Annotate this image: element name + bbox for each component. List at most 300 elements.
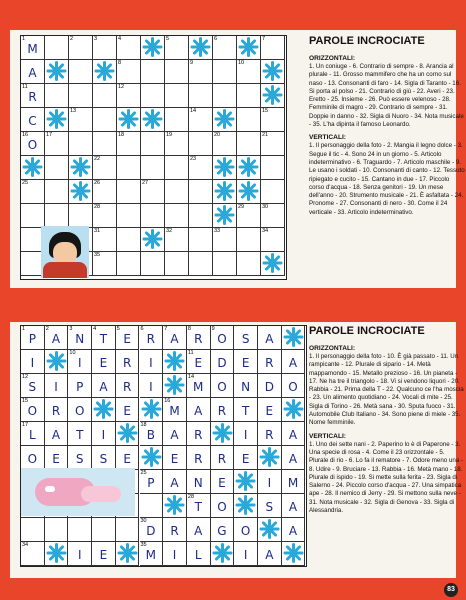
grid-cell[interactable] [141, 252, 165, 276]
grid-cell[interactable] [189, 252, 213, 276]
grid-cell[interactable] [282, 350, 306, 374]
grid-cell[interactable] [92, 374, 116, 398]
black-cell [213, 180, 237, 204]
cell-number: 10 [69, 350, 76, 356]
grid-cell[interactable] [21, 398, 45, 422]
black-cell [69, 156, 93, 180]
grid-cell[interactable] [93, 252, 117, 276]
grid-cell[interactable] [189, 132, 213, 156]
grid-cell[interactable] [258, 374, 282, 398]
grid-cell[interactable] [45, 326, 69, 350]
grid-cell[interactable] [258, 422, 282, 446]
grid-cell[interactable] [187, 494, 211, 518]
black-cell [213, 204, 237, 228]
cell-answer: S [99, 452, 108, 466]
cell-answer: E [194, 356, 203, 370]
cell-number: 17 [22, 422, 29, 428]
grid-cell[interactable] [117, 252, 141, 276]
grid-cell[interactable] [93, 108, 117, 132]
black-cell [45, 350, 69, 374]
grid-cell[interactable] [92, 518, 116, 542]
star-icon [164, 351, 185, 371]
cell-number: 10 [238, 60, 245, 66]
cell-answer: O [27, 452, 38, 466]
grid-cell[interactable] [187, 422, 211, 446]
grid-cell[interactable] [21, 518, 45, 542]
grid-cell[interactable] [21, 204, 45, 228]
grid-cell[interactable] [45, 446, 69, 470]
cell-number: 3 [94, 36, 98, 42]
cell-number: 33 [214, 228, 221, 234]
grid-cell[interactable] [68, 446, 92, 470]
cell-answer: A [194, 524, 203, 538]
grid-cell[interactable] [211, 518, 235, 542]
cell-answer: R [194, 452, 203, 466]
black-cell [237, 156, 261, 180]
grid-cell[interactable] [211, 398, 235, 422]
horizontal-clues: 1. Il personaggio della foto - 10. È già passato - 11. Un rampicante - 12. Plurale di sipario - 14. Metà mappamondo - 15. Metallo prezioso - 16. Un pianeta - 17. Ne ha tre il triangolo - 18. Vi si vendono liquori - 20. Rabbia - 21. Prima della T - 22. Qualcuno ce l'ha moscia - 23. Un alimento quotidiano - 24. Vocali di mite - 25. Sigla di Torino - 26. Metà sana - 30. Sputa fuoco - 31. Automobile Club Italiano - 34. Sono piene di miele - 35. Nome femminile. [309, 353, 464, 427]
grid-cell[interactable] [261, 132, 285, 156]
black-cell [116, 542, 140, 566]
grid-cell[interactable] [213, 60, 237, 84]
cell-answer: C [28, 114, 37, 128]
grid-cell[interactable] [140, 470, 164, 494]
grid-cell[interactable] [282, 422, 306, 446]
cell-answer: M [193, 380, 204, 394]
cell-number: 25 [140, 470, 147, 476]
grid-cell[interactable] [92, 422, 116, 446]
puzzle-panel-bottom [10, 322, 464, 578]
cell-number: 1 [22, 36, 26, 42]
grid-cell[interactable] [163, 446, 187, 470]
vertical-heading: VERTICALI: [309, 134, 346, 142]
grid-cell[interactable] [93, 36, 117, 60]
grid-cell[interactable] [45, 398, 69, 422]
star-icon [117, 543, 138, 563]
grid-cell[interactable] [45, 422, 69, 446]
grid-cell[interactable] [189, 204, 213, 228]
grid-cell[interactable] [165, 84, 189, 108]
grid-cell[interactable] [69, 132, 93, 156]
cell-number: 4 [118, 36, 122, 42]
grid-cell[interactable] [92, 350, 116, 374]
grid-cell[interactable] [141, 204, 165, 228]
vertical-clues: 1. Uno dei sette nani - 2. Paperino lo è di Paperone - 3. Una specie di rosa - 4. Come il 23 orizzontale - 5. Plurale di rio - 6. Lo fa il rematore - 7. Odore meno una - 8. Udire - 9. Bruciare - 13. Rabbia - 16. Metà mano - 18. Plurale di ispido - 19. Si mette sulla ferita - 23. Sigla di Salerno - 24. Piccolo corso d'acqua - 27. Una simpatica ape - 28. Il nemico di Jerry - 29. Si mettono sulla neve - 31. Nota musicale - 32. Sigla di Genova - 33. Sigla di Alessandria. [309, 440, 464, 515]
star-icon [235, 471, 256, 491]
cell-answer: O [75, 404, 85, 418]
grid-cell[interactable] [163, 326, 187, 350]
grid-cell[interactable] [69, 108, 93, 132]
cell-answer: M [27, 42, 38, 56]
star-icon [262, 253, 283, 273]
grid-cell[interactable] [45, 36, 69, 60]
cell-answer: O [240, 524, 251, 538]
grid-cell[interactable] [93, 132, 117, 156]
grid-cell[interactable] [261, 228, 285, 252]
cell-answer: E [218, 476, 226, 490]
clues-top [309, 35, 465, 222]
cell-number: 12 [22, 374, 29, 380]
cell-number: 7 [262, 36, 266, 42]
grid-cell[interactable] [258, 494, 282, 518]
grid-cell[interactable] [165, 132, 189, 156]
star-icon [94, 61, 115, 81]
grid-cell[interactable] [237, 252, 261, 276]
cell-answer: L [29, 428, 36, 442]
cell-answer: E [52, 452, 60, 466]
grid-cell[interactable] [92, 542, 116, 566]
cell-answer: R [122, 380, 132, 394]
cell-number: 7 [164, 326, 168, 332]
grid-cell[interactable] [21, 180, 45, 204]
grid-cell[interactable] [163, 470, 187, 494]
cell-number: 5 [166, 36, 170, 42]
grid-cell[interactable] [234, 350, 258, 374]
black-cell [93, 60, 117, 84]
star-icon [142, 37, 163, 57]
grid-cell[interactable] [237, 84, 261, 108]
grid-cell[interactable] [68, 398, 92, 422]
grid-cell[interactable] [21, 84, 45, 108]
star-icon [141, 399, 162, 419]
cell-number: 34 [262, 228, 269, 234]
grid-cell[interactable] [117, 36, 141, 60]
grid-cell[interactable] [261, 108, 285, 132]
grid-cell[interactable] [163, 542, 187, 566]
grid-cell[interactable] [68, 350, 92, 374]
grid-cell[interactable] [21, 542, 45, 566]
grid-cell[interactable] [163, 518, 187, 542]
grid-cell[interactable] [45, 204, 69, 228]
grid-cell[interactable] [187, 446, 211, 470]
grid-cell[interactable] [117, 60, 141, 84]
cell-answer: R [194, 428, 203, 442]
grid-cell[interactable] [258, 350, 282, 374]
black-cell [141, 228, 165, 252]
cell-answer: R [170, 524, 179, 538]
cell-number: 18 [118, 132, 125, 138]
grid-cell[interactable] [237, 108, 261, 132]
cell-answer: G [217, 524, 227, 538]
black-cell [282, 542, 306, 566]
grid-cell[interactable] [141, 180, 165, 204]
black-cell [261, 84, 285, 108]
grid-cell[interactable] [211, 446, 235, 470]
grid-cell[interactable] [93, 156, 117, 180]
cell-answer: A [170, 428, 179, 442]
black-cell [45, 60, 69, 84]
grid-cell[interactable] [211, 374, 235, 398]
grid-cell[interactable] [234, 446, 258, 470]
grid-cell[interactable] [140, 422, 164, 446]
cell-answer: I [172, 548, 177, 562]
grid-cell[interactable] [92, 326, 116, 350]
grid-cell[interactable] [68, 374, 92, 398]
grid-cell[interactable] [258, 542, 282, 566]
black-cell [237, 36, 261, 60]
cell-answer: A [288, 524, 298, 538]
cell-answer: A [265, 548, 274, 562]
grid-cell[interactable] [211, 494, 235, 518]
grid-cell[interactable] [187, 542, 211, 566]
cell-answer: A [170, 476, 179, 490]
grid-cell[interactable] [69, 204, 93, 228]
grid-cell[interactable] [165, 228, 189, 252]
grid-cell[interactable] [68, 326, 92, 350]
grid-cell[interactable] [261, 36, 285, 60]
grid-cell[interactable] [187, 374, 211, 398]
grid-cell[interactable] [21, 446, 45, 470]
grid-cell[interactable] [141, 60, 165, 84]
grid-cell[interactable] [211, 350, 235, 374]
black-cell [163, 494, 187, 518]
grid-cell[interactable] [258, 326, 282, 350]
grid-cell[interactable] [93, 180, 117, 204]
grid-cell[interactable] [211, 326, 235, 350]
grid-cell[interactable] [187, 518, 211, 542]
cell-answer: A [51, 332, 61, 346]
grid-cell[interactable] [117, 180, 141, 204]
cell-answer: R [217, 404, 227, 418]
grid-cell[interactable] [117, 84, 141, 108]
grid-cell[interactable] [237, 228, 261, 252]
grid-cell[interactable] [213, 84, 237, 108]
cell-answer: M [287, 476, 299, 490]
grid-cell[interactable] [141, 156, 165, 180]
grid-cell[interactable] [258, 470, 282, 494]
grid-cell[interactable] [213, 132, 237, 156]
grid-cell[interactable] [237, 204, 261, 228]
grid-cell[interactable] [141, 132, 165, 156]
grid-cell[interactable] [21, 108, 45, 132]
cell-number: 15 [22, 398, 29, 404]
black-cell [45, 108, 69, 132]
grid-cell[interactable] [140, 518, 164, 542]
grid-cell[interactable] [234, 398, 258, 422]
grid-cell[interactable] [140, 350, 164, 374]
grid-cell[interactable] [187, 350, 211, 374]
cell-answer: N [75, 332, 85, 346]
cell-answer: E [241, 356, 250, 370]
grid-cell[interactable] [165, 156, 189, 180]
grid-cell[interactable] [116, 446, 140, 470]
grid-cell[interactable] [189, 84, 213, 108]
cell-number: 30 [140, 518, 147, 524]
cell-answer: M [145, 548, 157, 562]
star-icon [70, 157, 91, 177]
grid-cell[interactable] [140, 374, 164, 398]
grid-cell[interactable] [117, 156, 141, 180]
star-icon [214, 157, 235, 177]
star-icon [70, 181, 91, 201]
grid-cell[interactable] [69, 60, 93, 84]
cell-answer: I [243, 428, 248, 442]
cell-answer: O [217, 332, 227, 346]
grid-cell[interactable] [140, 326, 164, 350]
star-icon [283, 543, 304, 563]
grid-cell[interactable] [45, 132, 69, 156]
grid-cell[interactable] [45, 84, 69, 108]
grid-cell[interactable] [213, 252, 237, 276]
star-icon [190, 37, 211, 57]
grid-cell[interactable] [163, 422, 187, 446]
cell-answer: A [288, 356, 298, 370]
grid-cell[interactable] [234, 518, 258, 542]
cell-answer: E [265, 404, 274, 418]
grid-cell[interactable] [140, 494, 164, 518]
grid-cell[interactable] [165, 204, 189, 228]
grid-cell[interactable] [116, 518, 140, 542]
cell-answer: O [288, 380, 298, 394]
black-cell [45, 542, 69, 566]
grid-cell[interactable] [187, 470, 211, 494]
cell-answer: R [146, 332, 156, 346]
black-cell [237, 180, 261, 204]
cell-answer: M [169, 404, 180, 418]
grid-cell[interactable] [234, 542, 258, 566]
grid-cell[interactable] [69, 36, 93, 60]
grid-cell[interactable] [68, 422, 92, 446]
grid-cell[interactable] [116, 398, 140, 422]
grid-cell[interactable] [165, 252, 189, 276]
cell-number: 25 [22, 180, 29, 186]
cell-answer: P [28, 332, 36, 346]
grid-cell[interactable] [117, 204, 141, 228]
grid-cell[interactable] [45, 156, 69, 180]
star-icon [235, 495, 256, 515]
grid-cell[interactable] [261, 204, 285, 228]
cell-number: 11 [187, 350, 194, 356]
star-icon [214, 109, 235, 129]
grid-cell[interactable] [189, 180, 213, 204]
cell-number: 20 [214, 132, 221, 138]
grid-cell[interactable] [187, 326, 211, 350]
grid-cell[interactable] [234, 326, 258, 350]
grid-cell[interactable] [189, 60, 213, 84]
grid-cell[interactable] [165, 180, 189, 204]
grid-cell[interactable] [189, 228, 213, 252]
grid-cell[interactable] [116, 326, 140, 350]
cell-answer: N [241, 380, 251, 394]
grid-cell[interactable] [211, 470, 235, 494]
cell-number: 19 [166, 132, 173, 138]
grid-cell[interactable] [117, 228, 141, 252]
cell-number: 2 [45, 326, 49, 332]
grid-cell[interactable] [165, 60, 189, 84]
grid-cell[interactable] [45, 180, 69, 204]
grid-cell[interactable] [282, 518, 306, 542]
grid-cell[interactable] [21, 422, 45, 446]
grid-cell[interactable] [234, 374, 258, 398]
cell-answer: E [99, 548, 108, 562]
grid-cell[interactable] [282, 470, 306, 494]
grid-cell[interactable] [93, 204, 117, 228]
cell-number: 29 [238, 204, 245, 210]
grid-cell[interactable] [21, 374, 45, 398]
grid-cell[interactable] [21, 350, 45, 374]
grid-cell[interactable] [116, 350, 140, 374]
cell-answer: I [149, 380, 153, 394]
grid-cell[interactable] [92, 446, 116, 470]
grid-cell[interactable] [69, 84, 93, 108]
cell-answer: A [288, 500, 298, 514]
grid-cell[interactable] [165, 108, 189, 132]
page-number: 83 [444, 583, 458, 597]
grid-cell[interactable] [21, 132, 45, 156]
puzzle-title: PAROLE INCROCIATE [309, 325, 425, 337]
cell-answer: A [28, 66, 37, 80]
grid-cell[interactable] [163, 398, 187, 422]
black-cell [189, 36, 213, 60]
grid-cell[interactable] [213, 228, 237, 252]
grid-cell[interactable] [237, 132, 261, 156]
grid-cell[interactable] [213, 36, 237, 60]
black-cell [258, 518, 282, 542]
grid-cell[interactable] [21, 326, 45, 350]
grid-cell[interactable] [68, 542, 92, 566]
cell-answer: A [194, 404, 203, 418]
crossword-grid-bottom [20, 325, 307, 567]
cell-number: 34 [22, 542, 29, 548]
grid-cell[interactable] [282, 494, 306, 518]
grid-cell[interactable] [189, 108, 213, 132]
star-icon [259, 519, 280, 539]
cell-answer: D [146, 524, 156, 538]
cell-number: 14 [187, 374, 195, 380]
cell-number: 9 [190, 60, 194, 66]
cell-answer: I [77, 548, 82, 562]
grid-cell[interactable] [261, 156, 285, 180]
grid-cell[interactable] [117, 132, 141, 156]
grid-cell[interactable] [116, 374, 140, 398]
cell-answer: E [99, 356, 108, 370]
grid-cell[interactable] [187, 398, 211, 422]
cell-number: 15 [262, 108, 269, 114]
star-icon [142, 229, 163, 249]
cell-answer: D [264, 380, 274, 394]
grid-cell[interactable] [45, 374, 69, 398]
grid-cell[interactable] [93, 84, 117, 108]
grid-cell[interactable] [21, 36, 45, 60]
black-cell [140, 398, 164, 422]
cell-number: 8 [118, 60, 122, 66]
grid-cell[interactable] [237, 60, 261, 84]
grid-cell[interactable] [165, 36, 189, 60]
grid-cell[interactable] [234, 422, 258, 446]
grid-cell[interactable] [68, 518, 92, 542]
cell-answer: S [265, 500, 274, 514]
black-cell [261, 252, 285, 276]
black-cell [282, 326, 306, 350]
cell-number: 18 [140, 422, 147, 428]
grid-cell[interactable] [258, 398, 282, 422]
grid-cell[interactable] [140, 542, 164, 566]
grid-cell[interactable] [45, 518, 69, 542]
cell-answer: B [146, 428, 155, 442]
grid-cell[interactable] [93, 228, 117, 252]
grid-cell[interactable] [21, 60, 45, 84]
grid-cell[interactable] [141, 84, 165, 108]
grid-cell[interactable] [189, 156, 213, 180]
grid-cell[interactable] [282, 446, 306, 470]
cell-answer: E [123, 332, 131, 346]
grid-cell[interactable] [261, 180, 285, 204]
black-cell [282, 398, 306, 422]
black-cell [213, 156, 237, 180]
cell-answer: I [77, 356, 82, 370]
grid-cell[interactable] [282, 374, 306, 398]
cell-number: 9 [211, 326, 215, 332]
